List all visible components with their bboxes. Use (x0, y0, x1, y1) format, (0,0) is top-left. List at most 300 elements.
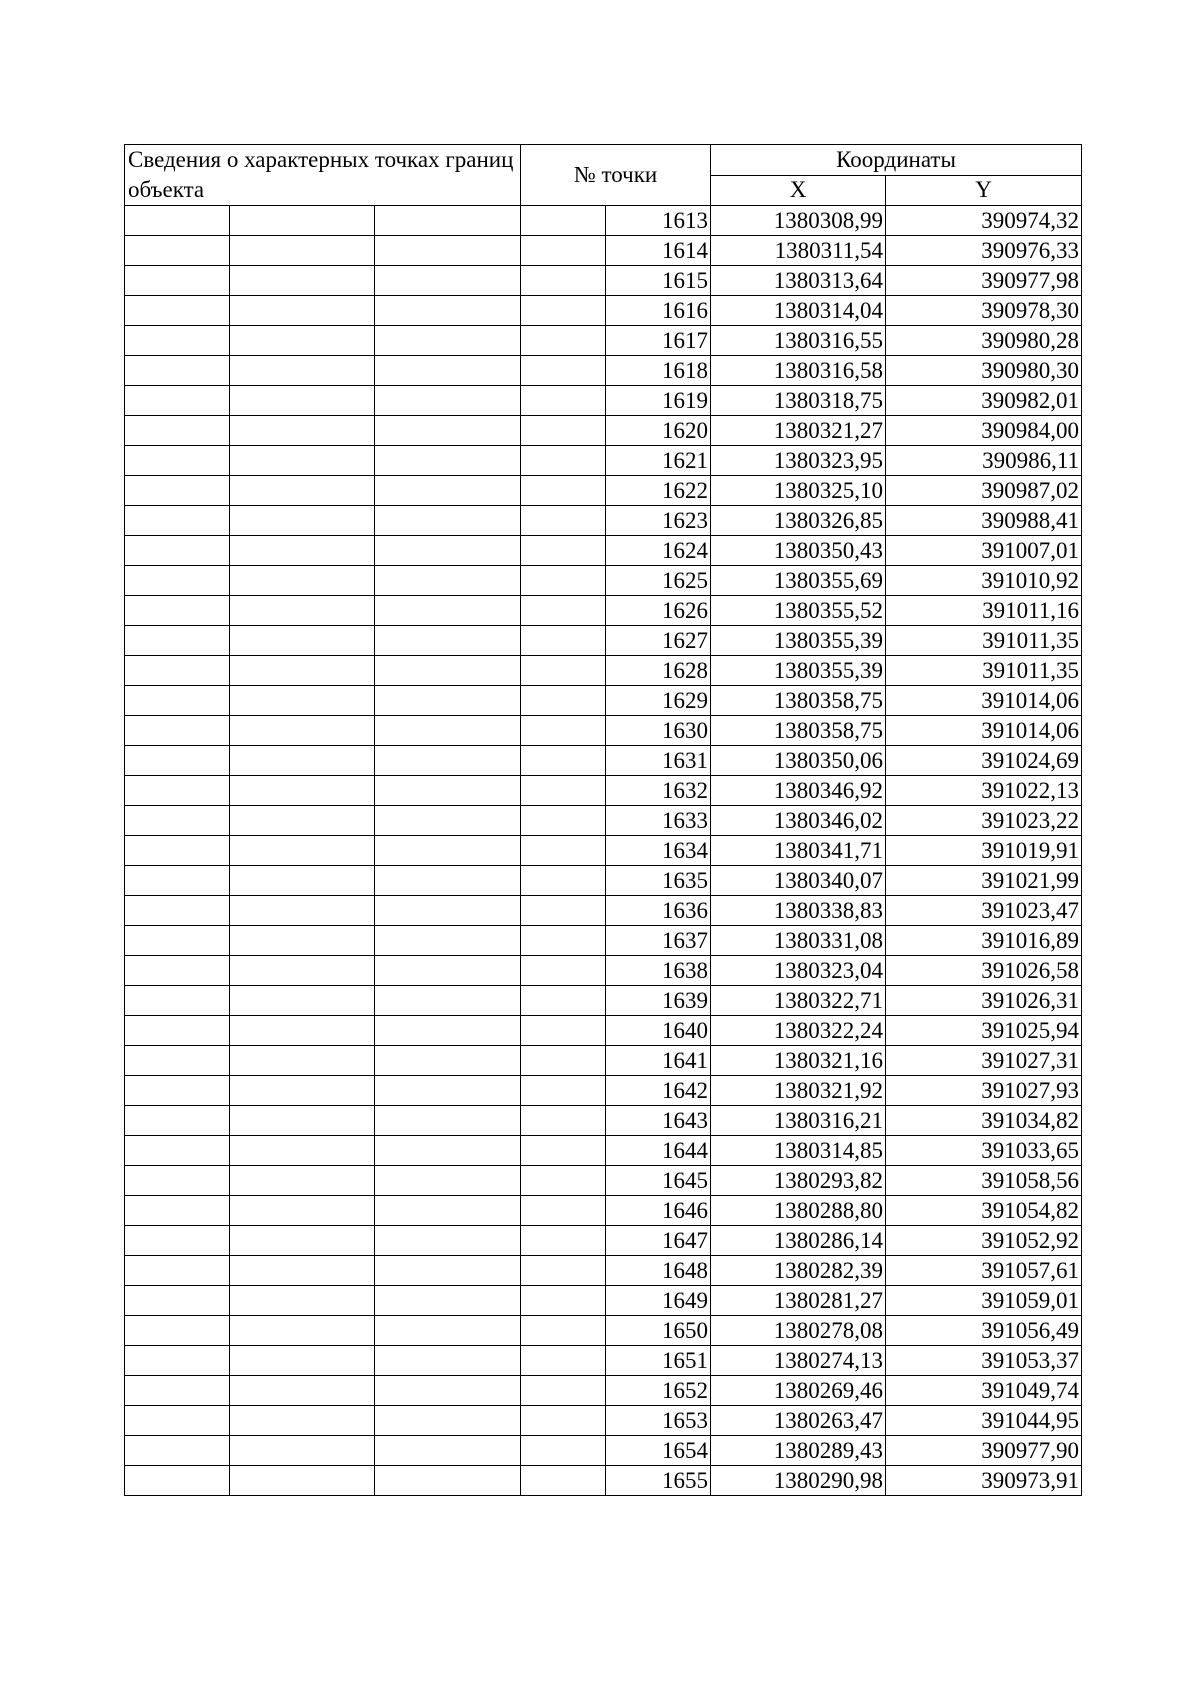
empty-cell (375, 206, 521, 236)
point-number-cell: 1620 (606, 416, 711, 446)
x-coordinate-cell: 1380325,10 (711, 476, 886, 506)
x-coordinate-cell: 1380316,55 (711, 326, 886, 356)
empty-cell (375, 806, 521, 836)
x-coordinate-cell: 1380358,75 (711, 686, 886, 716)
point-number-cell: 1619 (606, 386, 711, 416)
y-coordinate-cell: 391021,99 (886, 866, 1082, 896)
point-number-cell: 1624 (606, 536, 711, 566)
empty-cell (375, 386, 521, 416)
empty-cell (125, 1316, 230, 1346)
empty-cell (521, 716, 606, 746)
y-coordinate-cell: 391023,47 (886, 896, 1082, 926)
empty-cell (375, 716, 521, 746)
empty-cell (375, 986, 521, 1016)
empty-cell (375, 956, 521, 986)
point-number-cell: 1623 (606, 506, 711, 536)
empty-cell (125, 266, 230, 296)
point-number-cell: 1621 (606, 446, 711, 476)
empty-cell (230, 656, 375, 686)
x-coordinate-cell: 1380323,95 (711, 446, 886, 476)
empty-cell (375, 896, 521, 926)
table-row (125, 446, 1082, 476)
empty-cell (230, 1256, 375, 1286)
y-coordinate-cell: 391011,35 (886, 656, 1082, 686)
x-coordinate-cell: 1380355,39 (711, 626, 886, 656)
y-coordinate-cell: 391011,16 (886, 596, 1082, 626)
empty-cell (230, 986, 375, 1016)
empty-cell (125, 476, 230, 506)
empty-cell (521, 656, 606, 686)
table-row (125, 836, 1082, 866)
x-coordinate-cell: 1380331,08 (711, 926, 886, 956)
point-number-cell: 1628 (606, 656, 711, 686)
empty-cell (375, 1166, 521, 1196)
empty-cell (230, 1436, 375, 1466)
empty-cell (521, 1286, 606, 1316)
empty-cell (375, 656, 521, 686)
empty-cell (521, 1406, 606, 1436)
empty-cell (230, 356, 375, 386)
x-coordinate-cell: 1380338,83 (711, 896, 886, 926)
empty-cell (521, 536, 606, 566)
empty-cell (125, 356, 230, 386)
x-coordinate-cell: 1380318,75 (711, 386, 886, 416)
empty-cell (230, 566, 375, 596)
coordinates-header: Координаты (711, 145, 1082, 176)
empty-cell (125, 1226, 230, 1256)
empty-cell (375, 926, 521, 956)
empty-cell (125, 1286, 230, 1316)
table-row (125, 506, 1082, 536)
y-coordinate-cell: 390988,41 (886, 506, 1082, 536)
table-row (125, 806, 1082, 836)
header-row-1 (125, 145, 1082, 176)
empty-cell (521, 1466, 606, 1496)
y-coordinate-cell: 391027,31 (886, 1046, 1082, 1076)
empty-cell (125, 1136, 230, 1166)
point-number-cell: 1616 (606, 296, 711, 326)
empty-cell (125, 296, 230, 326)
empty-cell (375, 1136, 521, 1166)
empty-cell (521, 416, 606, 446)
table-row (125, 1436, 1082, 1466)
empty-cell (521, 1436, 606, 1466)
empty-cell (125, 776, 230, 806)
point-number-cell: 1642 (606, 1076, 711, 1106)
empty-cell (375, 566, 521, 596)
y-header: Y (886, 175, 1082, 206)
table-row (125, 716, 1082, 746)
x-coordinate-cell: 1380355,39 (711, 656, 886, 686)
empty-cell (521, 806, 606, 836)
y-coordinate-cell: 391034,82 (886, 1106, 1082, 1136)
empty-cell (521, 686, 606, 716)
empty-cell (375, 266, 521, 296)
point-number-cell: 1648 (606, 1256, 711, 1286)
empty-cell (521, 1346, 606, 1376)
point-number-cell: 1627 (606, 626, 711, 656)
x-coordinate-cell: 1380311,54 (711, 236, 886, 266)
point-number-cell: 1645 (606, 1166, 711, 1196)
y-coordinate-cell: 391052,92 (886, 1226, 1082, 1256)
empty-cell (125, 326, 230, 356)
empty-cell (125, 1166, 230, 1196)
point-number-cell: 1652 (606, 1376, 711, 1406)
point-number-cell: 1618 (606, 356, 711, 386)
empty-cell (375, 446, 521, 476)
point-number-cell: 1633 (606, 806, 711, 836)
x-coordinate-cell: 1380341,71 (711, 836, 886, 866)
table-row (125, 656, 1082, 686)
y-coordinate-cell: 391026,31 (886, 986, 1082, 1016)
table-row (125, 416, 1082, 446)
empty-cell (230, 1406, 375, 1436)
empty-cell (375, 1316, 521, 1346)
empty-cell (230, 1016, 375, 1046)
empty-cell (230, 926, 375, 956)
table-row (125, 236, 1082, 266)
empty-cell (375, 326, 521, 356)
point-number-header: № точки (521, 145, 711, 206)
empty-cell (521, 626, 606, 656)
empty-cell (375, 1436, 521, 1466)
table-row (125, 896, 1082, 926)
x-coordinate-cell: 1380282,39 (711, 1256, 886, 1286)
point-number-cell: 1654 (606, 1436, 711, 1466)
y-coordinate-cell: 390978,30 (886, 296, 1082, 326)
empty-cell (521, 446, 606, 476)
y-coordinate-cell: 390980,30 (886, 356, 1082, 386)
y-coordinate-cell: 390974,32 (886, 206, 1082, 236)
table-row (125, 596, 1082, 626)
y-coordinate-cell: 391059,01 (886, 1286, 1082, 1316)
empty-cell (230, 806, 375, 836)
empty-cell (375, 416, 521, 446)
empty-cell (521, 1046, 606, 1076)
empty-cell (125, 1436, 230, 1466)
empty-cell (521, 956, 606, 986)
empty-cell (521, 1076, 606, 1106)
empty-cell (521, 596, 606, 626)
table-row (125, 1166, 1082, 1196)
y-coordinate-cell: 391023,22 (886, 806, 1082, 836)
y-coordinate-cell: 391033,65 (886, 1136, 1082, 1166)
empty-cell (375, 296, 521, 326)
y-coordinate-cell: 391019,91 (886, 836, 1082, 866)
y-coordinate-cell: 391011,35 (886, 626, 1082, 656)
x-coordinate-cell: 1380288,80 (711, 1196, 886, 1226)
empty-cell (521, 746, 606, 776)
table-row (125, 626, 1082, 656)
empty-cell (375, 236, 521, 266)
x-coordinate-cell: 1380321,27 (711, 416, 886, 446)
empty-cell (375, 506, 521, 536)
empty-cell (125, 1256, 230, 1286)
empty-cell (230, 476, 375, 506)
empty-cell (125, 1076, 230, 1106)
description-header: Сведения о характерных точках границ объекта (125, 145, 521, 206)
table-row (125, 866, 1082, 896)
x-coordinate-cell: 1380314,04 (711, 296, 886, 326)
empty-cell (521, 926, 606, 956)
table-body (125, 206, 1082, 1496)
empty-cell (230, 296, 375, 326)
y-coordinate-cell: 390980,28 (886, 326, 1082, 356)
point-number-cell: 1622 (606, 476, 711, 506)
point-number-cell: 1650 (606, 1316, 711, 1346)
point-number-cell: 1617 (606, 326, 711, 356)
y-coordinate-cell: 391049,74 (886, 1376, 1082, 1406)
empty-cell (521, 236, 606, 266)
coordinates-table (124, 144, 1082, 1496)
empty-cell (230, 1106, 375, 1136)
empty-cell (125, 716, 230, 746)
point-number-cell: 1637 (606, 926, 711, 956)
empty-cell (125, 446, 230, 476)
empty-cell (521, 506, 606, 536)
y-coordinate-cell: 391007,01 (886, 536, 1082, 566)
empty-cell (521, 1256, 606, 1286)
table-row (125, 296, 1082, 326)
y-coordinate-cell: 391024,69 (886, 746, 1082, 776)
empty-cell (230, 596, 375, 626)
empty-cell (521, 266, 606, 296)
empty-cell (125, 1346, 230, 1376)
x-coordinate-cell: 1380313,64 (711, 266, 886, 296)
empty-cell (230, 1046, 375, 1076)
y-coordinate-cell: 390982,01 (886, 386, 1082, 416)
y-coordinate-cell: 391054,82 (886, 1196, 1082, 1226)
y-coordinate-cell: 390977,98 (886, 266, 1082, 296)
empty-cell (125, 1406, 230, 1436)
x-coordinate-cell: 1380340,07 (711, 866, 886, 896)
empty-cell (230, 866, 375, 896)
empty-cell (521, 1016, 606, 1046)
x-coordinate-cell: 1380346,02 (711, 806, 886, 836)
empty-cell (375, 1346, 521, 1376)
point-number-cell: 1641 (606, 1046, 711, 1076)
point-number-cell: 1651 (606, 1346, 711, 1376)
y-coordinate-cell: 391044,95 (886, 1406, 1082, 1436)
empty-cell (125, 986, 230, 1016)
y-coordinate-cell: 391014,06 (886, 716, 1082, 746)
empty-cell (230, 326, 375, 356)
point-number-cell: 1634 (606, 836, 711, 866)
empty-cell (125, 1376, 230, 1406)
empty-cell (230, 746, 375, 776)
y-coordinate-cell: 391027,93 (886, 1076, 1082, 1106)
point-number-cell: 1636 (606, 896, 711, 926)
empty-cell (230, 1166, 375, 1196)
table-row (125, 476, 1082, 506)
empty-cell (230, 266, 375, 296)
empty-cell (230, 536, 375, 566)
empty-cell (521, 896, 606, 926)
empty-cell (230, 776, 375, 806)
x-coordinate-cell: 1380323,04 (711, 956, 886, 986)
empty-cell (375, 1256, 521, 1286)
x-coordinate-cell: 1380358,75 (711, 716, 886, 746)
empty-cell (125, 926, 230, 956)
empty-cell (230, 1376, 375, 1406)
empty-cell (521, 296, 606, 326)
empty-cell (230, 1076, 375, 1106)
empty-cell (375, 1226, 521, 1256)
empty-cell (125, 416, 230, 446)
empty-cell (375, 836, 521, 866)
x-coordinate-cell: 1380350,43 (711, 536, 886, 566)
table-row (125, 986, 1082, 1016)
empty-cell (125, 596, 230, 626)
x-coordinate-cell: 1380316,21 (711, 1106, 886, 1136)
empty-cell (125, 206, 230, 236)
x-coordinate-cell: 1380289,43 (711, 1436, 886, 1466)
point-number-cell: 1613 (606, 206, 711, 236)
table-row (125, 1136, 1082, 1166)
y-coordinate-cell: 390973,91 (886, 1466, 1082, 1496)
empty-cell (125, 1046, 230, 1076)
table-row (125, 1076, 1082, 1106)
point-number-cell: 1625 (606, 566, 711, 596)
empty-cell (521, 776, 606, 806)
empty-cell (230, 686, 375, 716)
y-coordinate-cell: 391053,37 (886, 1346, 1082, 1376)
empty-cell (125, 1016, 230, 1046)
empty-cell (375, 746, 521, 776)
y-coordinate-cell: 391022,13 (886, 776, 1082, 806)
x-coordinate-cell: 1380316,58 (711, 356, 886, 386)
table-row (125, 776, 1082, 806)
point-number-cell: 1635 (606, 866, 711, 896)
empty-cell (375, 1376, 521, 1406)
empty-cell (375, 686, 521, 716)
table-row (125, 356, 1082, 386)
point-number-cell: 1646 (606, 1196, 711, 1226)
empty-cell (230, 1346, 375, 1376)
x-coordinate-cell: 1380269,46 (711, 1376, 886, 1406)
y-coordinate-cell: 391056,49 (886, 1316, 1082, 1346)
table-row (125, 536, 1082, 566)
x-coordinate-cell: 1380308,99 (711, 206, 886, 236)
point-number-cell: 1629 (606, 686, 711, 716)
point-number-cell: 1614 (606, 236, 711, 266)
empty-cell (375, 1466, 521, 1496)
y-coordinate-cell: 391014,06 (886, 686, 1082, 716)
empty-cell (230, 1136, 375, 1166)
x-coordinate-cell: 1380314,85 (711, 1136, 886, 1166)
empty-cell (375, 536, 521, 566)
empty-cell (375, 596, 521, 626)
x-coordinate-cell: 1380326,85 (711, 506, 886, 536)
table-row (125, 1286, 1082, 1316)
empty-cell (125, 386, 230, 416)
empty-cell (521, 1316, 606, 1346)
y-coordinate-cell: 391025,94 (886, 1016, 1082, 1046)
x-coordinate-cell: 1380355,69 (711, 566, 886, 596)
empty-cell (375, 1046, 521, 1076)
empty-cell (521, 836, 606, 866)
empty-cell (230, 716, 375, 746)
empty-cell (375, 1196, 521, 1226)
y-coordinate-cell: 391016,89 (886, 926, 1082, 956)
empty-cell (521, 1376, 606, 1406)
empty-cell (521, 386, 606, 416)
empty-cell (230, 1466, 375, 1496)
table-row (125, 326, 1082, 356)
empty-cell (125, 536, 230, 566)
empty-cell (125, 866, 230, 896)
empty-cell (125, 956, 230, 986)
table-row (125, 1376, 1082, 1406)
empty-cell (375, 1106, 521, 1136)
point-number-cell: 1632 (606, 776, 711, 806)
empty-cell (125, 506, 230, 536)
empty-cell (521, 1226, 606, 1256)
empty-cell (375, 356, 521, 386)
y-coordinate-cell: 390987,02 (886, 476, 1082, 506)
table-row (125, 206, 1082, 236)
table-row (125, 1226, 1082, 1256)
empty-cell (125, 566, 230, 596)
empty-cell (375, 476, 521, 506)
empty-cell (125, 1466, 230, 1496)
empty-cell (230, 956, 375, 986)
empty-cell (521, 206, 606, 236)
empty-cell (521, 1136, 606, 1166)
y-coordinate-cell: 390976,33 (886, 236, 1082, 266)
point-number-cell: 1655 (606, 1466, 711, 1496)
empty-cell (521, 986, 606, 1016)
empty-cell (375, 776, 521, 806)
empty-cell (230, 386, 375, 416)
empty-cell (125, 1196, 230, 1226)
empty-cell (521, 1196, 606, 1226)
table-row (125, 1406, 1082, 1436)
table-row (125, 956, 1082, 986)
x-coordinate-cell: 1380346,92 (711, 776, 886, 806)
empty-cell (125, 746, 230, 776)
empty-cell (375, 1016, 521, 1046)
x-coordinate-cell: 1380322,24 (711, 1016, 886, 1046)
empty-cell (230, 506, 375, 536)
point-number-cell: 1615 (606, 266, 711, 296)
point-number-cell: 1649 (606, 1286, 711, 1316)
point-number-cell: 1644 (606, 1136, 711, 1166)
empty-cell (230, 1286, 375, 1316)
empty-cell (521, 866, 606, 896)
x-coordinate-cell: 1380286,14 (711, 1226, 886, 1256)
x-coordinate-cell: 1380290,98 (711, 1466, 886, 1496)
x-coordinate-cell: 1380322,71 (711, 986, 886, 1016)
empty-cell (230, 236, 375, 266)
empty-cell (230, 416, 375, 446)
empty-cell (125, 836, 230, 866)
empty-cell (521, 326, 606, 356)
empty-cell (375, 626, 521, 656)
y-coordinate-cell: 391026,58 (886, 956, 1082, 986)
empty-cell (125, 806, 230, 836)
y-coordinate-cell: 391010,92 (886, 566, 1082, 596)
empty-cell (375, 1286, 521, 1316)
table-row (125, 1256, 1082, 1286)
empty-cell (230, 1196, 375, 1226)
point-number-cell: 1630 (606, 716, 711, 746)
table-row (125, 566, 1082, 596)
point-number-cell: 1638 (606, 956, 711, 986)
y-coordinate-cell: 390984,00 (886, 416, 1082, 446)
empty-cell (230, 896, 375, 926)
x-coordinate-cell: 1380293,82 (711, 1166, 886, 1196)
